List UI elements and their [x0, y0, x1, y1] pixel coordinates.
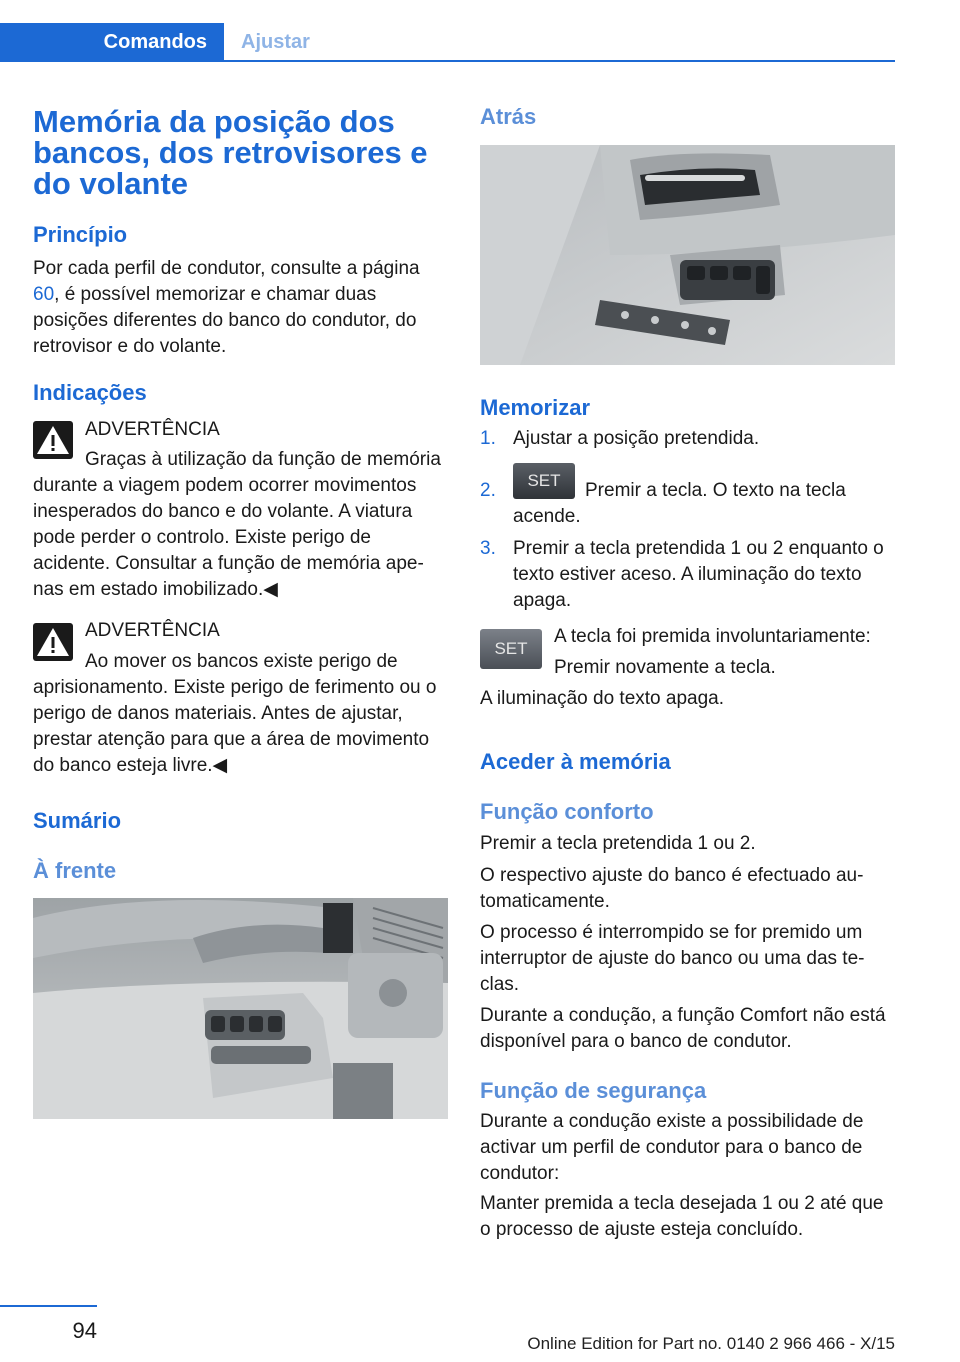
chapter-header [0, 0, 895, 62]
conforto-p1: Premir a tecla pretendida 1 ou 2. [480, 833, 756, 854]
page-number: 94 [72, 1318, 97, 1343]
set-key-icon: SET [480, 629, 542, 669]
memorizar-heading: Memorizar [480, 395, 591, 420]
tab-comandos[interactable]: Comandos [0, 23, 224, 62]
conforto-heading: Função conforto [480, 799, 654, 824]
frente-heading: À frente [33, 858, 117, 883]
indicacoes-heading: Indicações [33, 380, 147, 405]
warning2-text: Ao mover os bancos existe perigo de aprisionamento. Existe perigo de ferimento ou o perigo de danos materiais. Antes de ajustar, prestar atenção para que a área de movimento do banco esteja livre.◀ [33, 651, 437, 776]
warning1-text: Graças à utilização da função de memória durante a viagem podem ocorrer movimentos inesperados do banco e do volante. A viatura pode perder o controlo. Existe perigo de acidente. Consultar a função de memória apenas em estado imobilizado.◀ [33, 449, 441, 600]
edition-note: Online Edition for Part no. 0140 2 966 466 - X/15 [527, 1334, 895, 1353]
set-key-icon: SET [513, 463, 575, 499]
footer-rule [0, 1305, 97, 1307]
principio-paragraph [33, 256, 445, 360]
step-number: 1. [480, 428, 496, 449]
note-line-2: Premir novamente a tecla. [554, 657, 776, 678]
seguranca-p1: Durante a condução existe a possibilidade de activar um perfil de condutor para o banco de condutor: [480, 1111, 864, 1184]
conforto-p2: O respectivo ajuste do banco é efectuado automaticamente. [480, 865, 864, 912]
conforto-p4: Durante a condução, a função Comfort não está disponível para o banco de condutor. [480, 1005, 886, 1052]
atras-heading: Atrás [480, 104, 537, 129]
page-title: Memória da posição dos bancos, dos retrovisores e do volante [33, 104, 428, 201]
conforto-p3: O processo é interrompido se for premido um interruptor de ajuste do banco ou uma das teclas. [480, 922, 865, 995]
step-text: Ajustar a posição pretendida. [513, 428, 760, 449]
sumario-heading: Sumário [33, 808, 122, 833]
seguranca-p2: Manter premida a tecla desejada 1 ou 2 até que o processo de ajuste esteja concluído. [480, 1193, 884, 1240]
page-link[interactable]: 60 [33, 284, 55, 305]
step-number: 2. [480, 480, 496, 501]
step-text: Premir a tecla pretendida 1 ou 2 enquanto o texto estiver aceso. A iluminação do texto apaga. [513, 538, 884, 611]
principio-heading: Princípio [33, 222, 128, 247]
warning1-title: ADVERTÊNCIA [85, 419, 220, 440]
header-rule [0, 60, 895, 62]
step-number: 3. [480, 538, 496, 559]
warning2-title: ADVERTÊNCIA [85, 620, 220, 641]
tab-ajustar[interactable]: Ajustar [241, 31, 310, 53]
step-text: Premir a tecla. O texto na tecla acende. [513, 480, 846, 527]
rear-door-image [480, 145, 895, 365]
principio-text-1: Por cada perfil de condutor, consulte a página [33, 258, 420, 279]
front-door-image [33, 898, 448, 1119]
aceder-heading: Aceder à memória [480, 749, 671, 774]
seguranca-heading: Função de segurança [480, 1078, 707, 1103]
note-after: A iluminação do texto apaga. [480, 688, 725, 709]
principio-text-2: , é possível memorizar e chamar duas posições diferentes do banco do condutor, do retrovisor e do volante. [33, 284, 417, 357]
note-line-1: A tecla foi premida involuntariamente: [554, 626, 871, 647]
